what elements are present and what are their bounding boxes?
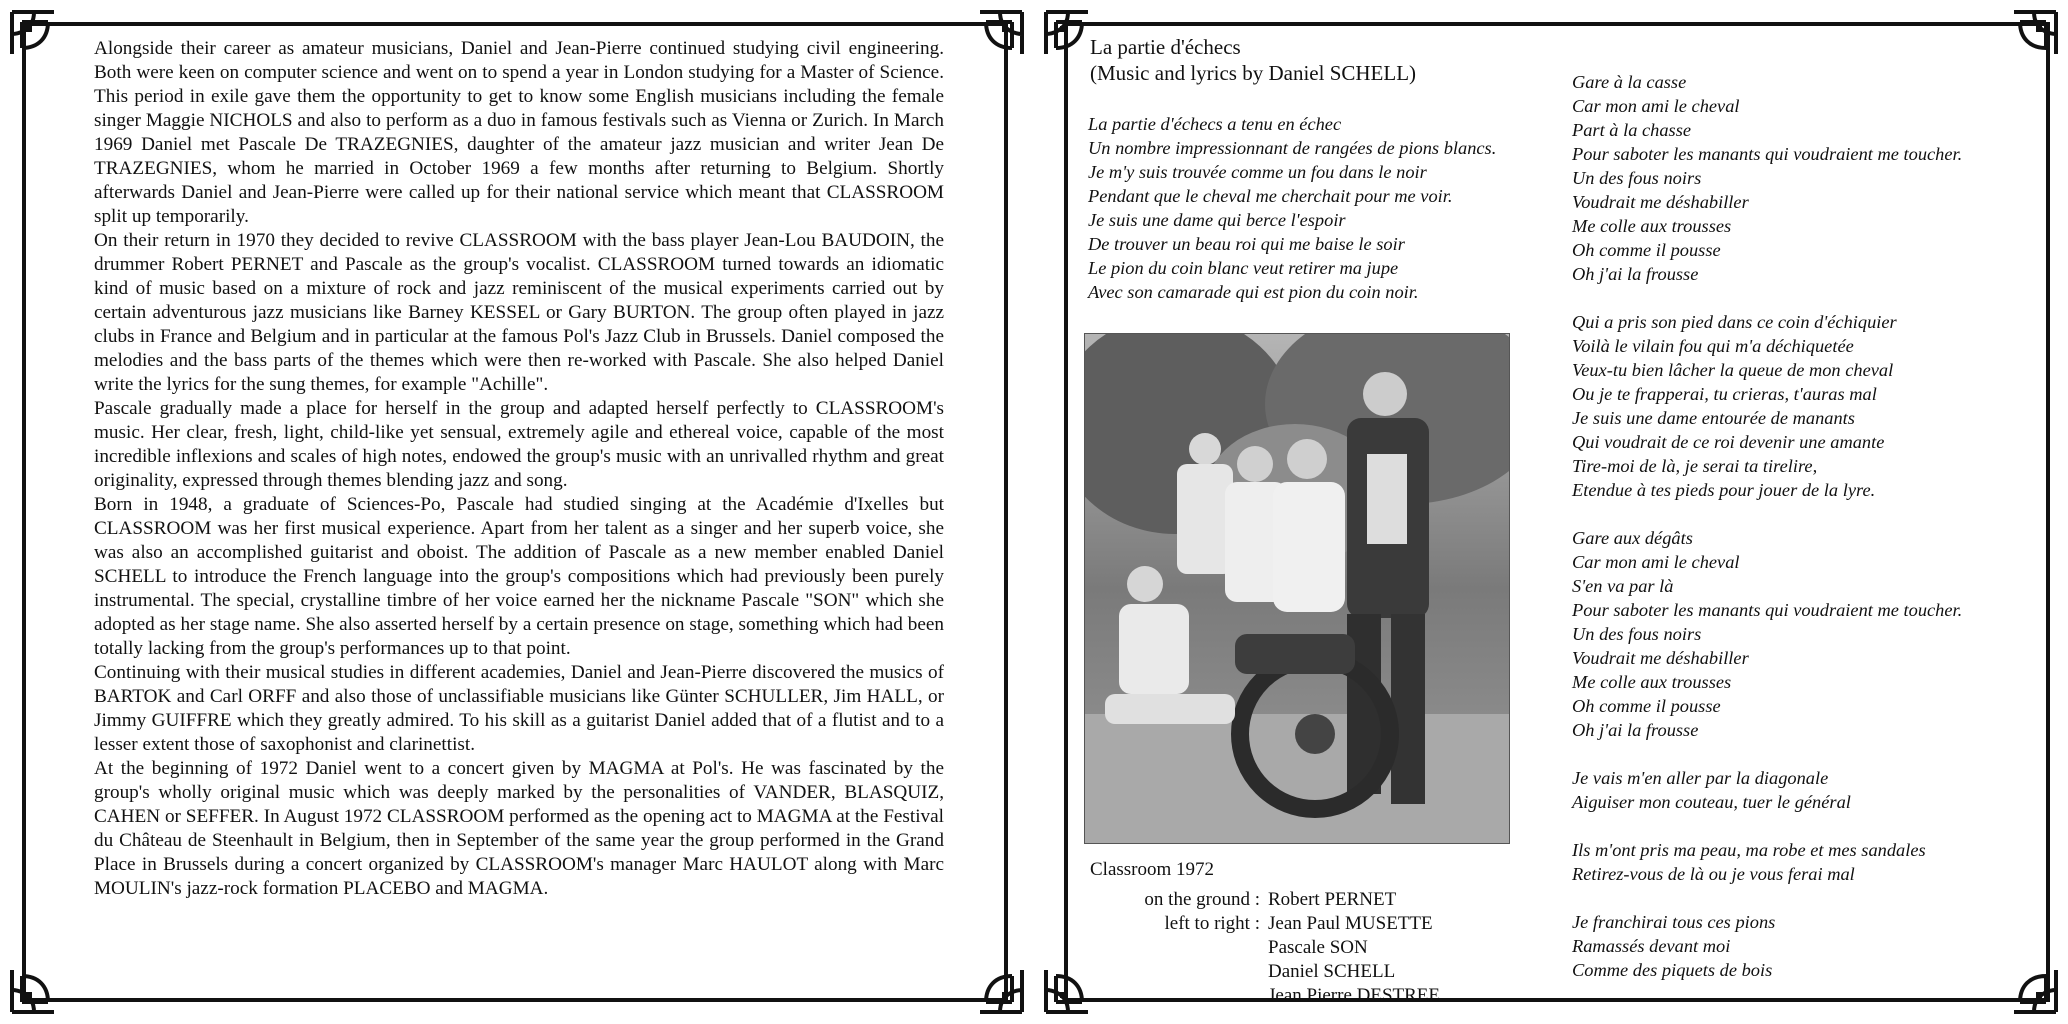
lyric-line: La partie d'échecs a tenu en échec [1088,114,1342,134]
lyric-line: Oh j'ai la frousse [1572,720,1699,740]
lyric-line: Aiguiser mon couteau, tuer le général [1572,792,1851,812]
caption-name: Daniel SCHELL [1268,961,1396,982]
lyric-line: Gare aux dégâts [1572,528,1693,548]
lyric-line: De trouver un beau roi qui me baise le soir [1088,234,1405,254]
bio-paragraph: Continuing with their musical studies in different academies, Daniel and Jean-Pierre discovered the musics of BARTOK and Carl ORFF and also those of unclassifiable musicians like Günter SCHULLER, Jim HALL, or Jimmy GUIFFRE which they greatly admired. To his skill as a guitarist Daniel added that of a flutist and to a lesser extent those of saxophonist and clarinettist. [94,662,944,755]
lyric-line: Car mon ami le cheval [1572,552,1740,572]
lyric-line: Je franchirai tous ces pions [1572,912,1776,932]
bio-paragraph: Pascale gradually made a place for herself in the group and adapted herself perfectly to CLASSROOM's music. Her clear, fresh, light, child-like yet sensual, extremely agile and ethereal voice, capable of the most incredible inflexions and scales of high notes, endowed the group's music with an unrivalled rhythm and great originality, expressed through themes blending jazz and song. [94,398,944,491]
lyric-line: Pour saboter les manants qui voudraient me toucher. [1572,600,1963,620]
band-photo [1084,333,1510,844]
lyric-line: Voudrait me déshabiller [1572,192,1749,212]
lyric-line: Avec son camarade qui est pion du coin noir. [1088,282,1419,302]
corner-ornament [1990,946,2060,1016]
lyric-line: Me colle aux trousses [1572,672,1732,692]
verse [1572,526,1962,742]
bio-paragraph: Born in 1948, a graduate of Sciences-Po, Pascale had studied singing at the Académie d'Ixelles but CLASSROOM was her first musical experience. Apart from her talent as a singer and her superb voice, she was also an accomplished guitarist and oboist. The addition of Pascale as a new member enabled Daniel SCHELL to introduce the French language into the group's compositions which had previously been purely instrumental. The special, crystalline timbre of her voice earned her the nickname Pascale "SON" which she adopted as her stage name. She also asserted herself by a certain presence on stage, something which had been totally lacking from the group's performances up to that point. [94,494,944,659]
verse [1572,310,1962,502]
caption-name: Pascale SON [1268,937,1368,958]
biography-text [94,37,944,997]
lyric-line: Oh comme il pousse [1572,696,1721,716]
corner-ornament [8,8,78,78]
lyric-line: Part à la chasse [1572,120,1692,140]
caption-name: Jean Pierre DESTREE [1268,985,1441,1006]
lyric-line: Voilà le vilain fou qui m'a déchiquetée [1572,336,1854,356]
corner-ornament [956,946,1026,1016]
lyric-line: Gare à la casse [1572,72,1687,92]
lyric-line: Oh comme il pousse [1572,240,1721,260]
lyric-line: Voudrait me déshabiller [1572,648,1749,668]
lyric-line: Le pion du coin blanc veut retirer ma jupe [1088,258,1399,278]
bio-paragraph: At the beginning of 1972 Daniel went to a concert given by MAGMA at Pol's. He was fascinated by the group's wholly original music which was deeply marked by the personalities of VANDER, BLASQUIZ, CAHEN or SEFFER. In August 1972 CLASSROOM performed as the opening act to MAGMA at the Festival du Château de Steenhault in Belgium, then in September of the same year the group performed in the Grand Place in Brussels during a concert organized by CLASSROOM's manager Marc HAULOT along with Marc MOULIN's jazz-rock formation PLACEBO and MAGMA. [94,758,944,899]
lyric-line: Ou je te frapperai, tu crieras, t'auras mal [1572,384,1877,404]
lyric-line: Un nombre impressionnant de rangées de pions blancs. [1088,138,1497,158]
lyric-line: Comme des piquets de bois [1572,960,1773,980]
corner-ornament [956,8,1026,78]
lyrics-column-right [1572,70,1962,1006]
lyric-line: Je suis une dame qui berce l'espoir [1088,210,1346,230]
lyric-line: Tire-moi de là, je serai ta tirelire, [1572,456,1818,476]
right-page [1034,0,2068,1024]
lyric-line: Pendant que le cheval me cherchait pour me voir. [1088,186,1453,206]
lyric-line: Etendue à tes pieds pour jouer de la lyre. [1572,480,1876,500]
lyric-line: Un des fous noirs [1572,624,1702,644]
lyric-line: Je m'y suis trouvée comme un fou dans le noir [1088,162,1427,182]
lyric-line: Qui a pris son pied dans ce coin d'échiquier [1572,312,1897,332]
caption-name: Jean Paul MUSETTE [1268,913,1433,934]
corner-ornament [8,946,78,1016]
photo-caption [1090,858,1440,1008]
lyric-line: Veux-tu bien lâcher la queue de mon cheval [1572,360,1894,380]
caption-name: Robert PERNET [1268,889,1397,910]
lyric-line: Retirez-vous de là ou je vous ferai mal [1572,864,1855,884]
verse [1572,70,1962,286]
lyric-line: Ramassés devant moi [1572,936,1731,956]
lyric-line: S'en va par là [1572,576,1674,596]
song-title: La partie d'échecs [1090,35,1241,59]
lyric-line: Ils m'ont pris ma peau, ma robe et mes sandales [1572,840,1926,860]
verse [1572,766,1962,814]
lyric-line: Je suis une dame entourée de manants [1572,408,1855,428]
verse [1572,838,1962,886]
song-credit: (Music and lyrics by Daniel SCHELL) [1090,61,1417,85]
lyric-line: Je vais m'en aller par la diagonale [1572,768,1829,788]
caption-title: Classroom 1972 [1090,859,1215,880]
bio-paragraph: Alongside their career as amateur musicians, Daniel and Jean-Pierre continued studying civil engineering. Both were keen on computer science and went on to spend a year in London studying for a Master of Science. This period in exile gave them the opportunity to get to know some English musicians including the female singer Maggie NICHOLS and also to perform as a duo in famous festivals such as Vienna or Zurich. In March 1969 Daniel met Pascale De TRAZEGNIES, daughter of the amateur jazz musician and writer Jean De TRAZEGNIES, whom he married in October 1969 a few months after returning to Belgium. Shortly afterwards Daniel and Jean-Pierre were called up for their national service which meant that CLASSROOM split up temporarily. [94,38,944,227]
lyric-line: Pour saboter les manants qui voudraient me toucher. [1572,144,1963,164]
lyric-line: Car mon ami le cheval [1572,96,1740,116]
lyric-line: Me colle aux trousses [1572,216,1732,236]
bio-paragraph: On their return in 1970 they decided to revive CLASSROOM with the bass player Jean-Lou BAUDOIN, the drummer Robert PERNET and Pascale as the group's vocalist. CLASSROOM turned towards an idiomatic kind of music based on a mixture of rock and jazz reminiscent of the musical experiments carried out by certain adventurous jazz musicians like Barney KESSEL or Gary BURTON. The group often played in jazz clubs in France and Belgium and in particular at the famous Pol's Jazz Club in Brussels. Daniel composed the melodies and the bass parts of the themes which were then re-worked with Pascale. She also helped Daniel write the lyrics for the sung themes, for example "Achille". [94,230,944,395]
lyric-line: Oh j'ai la frousse [1572,264,1699,284]
lyric-line: Un des fous noirs [1572,168,1702,188]
corner-ornament [1990,8,2060,78]
lyrics-column-left [1088,112,1496,328]
caption-label: left to right : [1164,913,1260,934]
song-header [1090,34,1416,86]
caption-label: on the ground : [1144,889,1260,910]
verse [1572,910,1962,982]
verse [1088,112,1496,304]
lyric-line: Qui voudrait de ce roi devenir une amante [1572,432,1885,452]
